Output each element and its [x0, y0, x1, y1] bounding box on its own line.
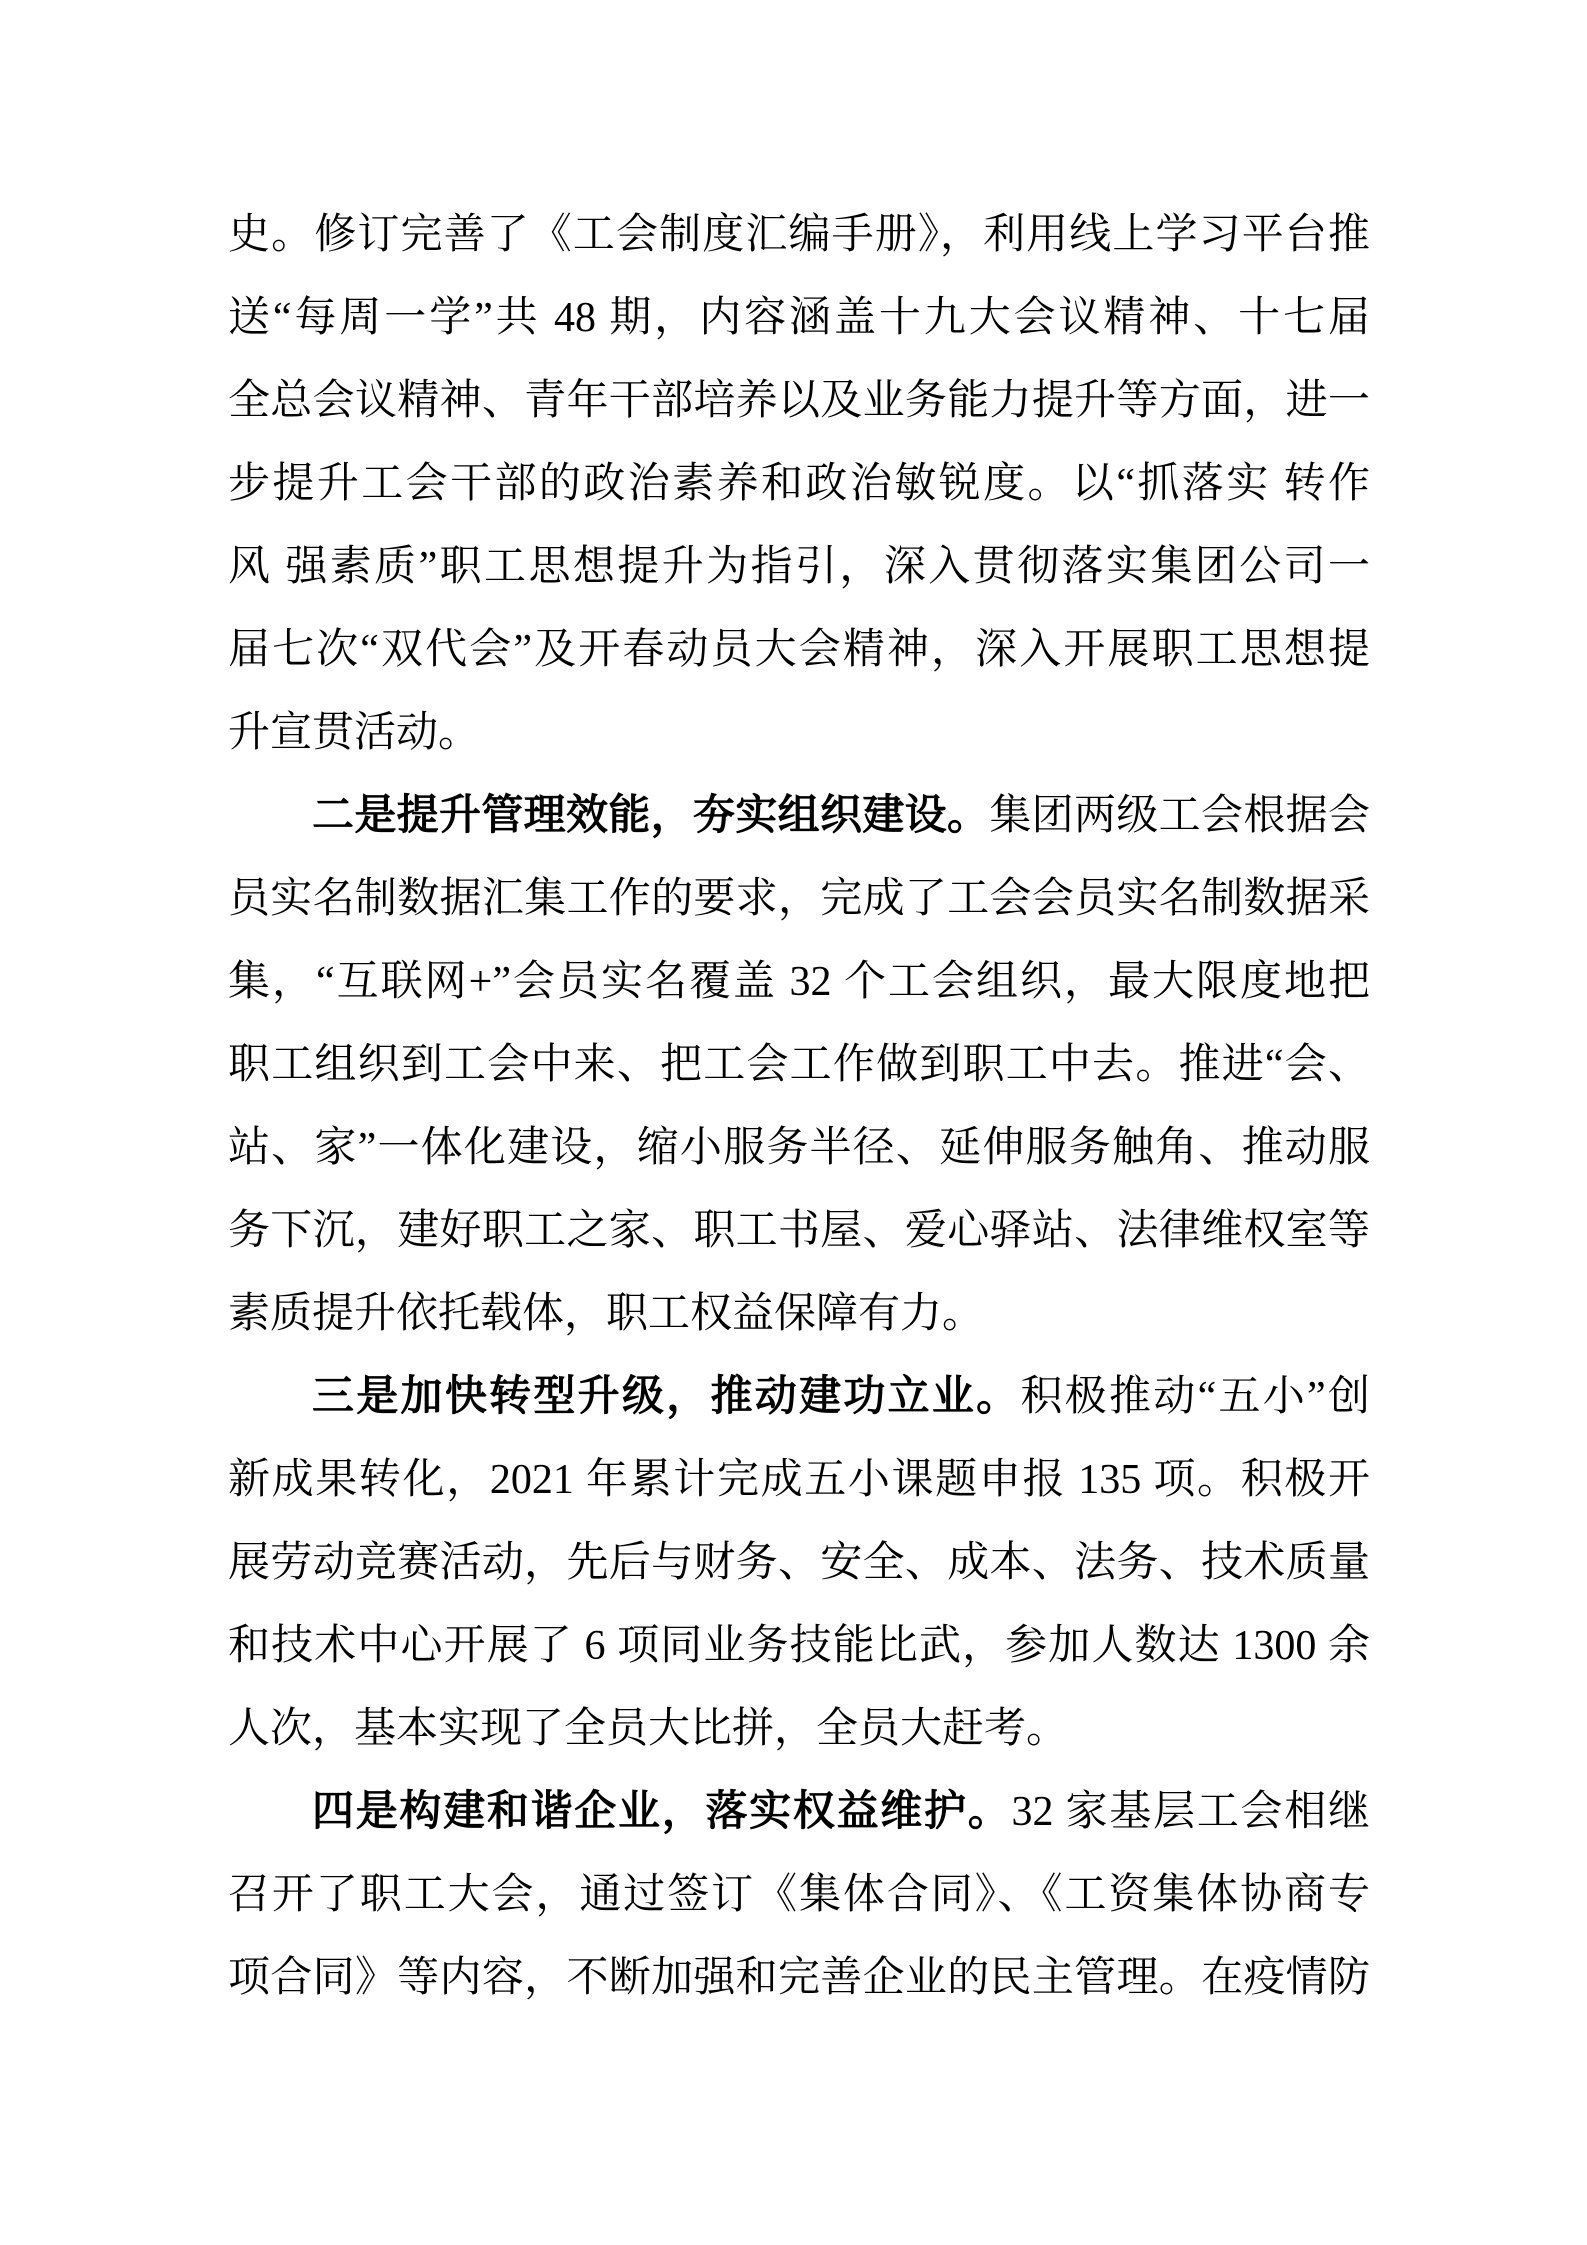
text-run: 人次，基本实现了全员大比拼，全员大赶考。 [228, 1706, 1069, 1752]
text-line [228, 443, 1370, 526]
text-line [228, 1439, 1370, 1522]
paragraph-lead-line [228, 1771, 1370, 1854]
text-run: 务下沉，建好职工之家、职工书屋、爱心驿站、法律维权室等 [228, 1208, 1370, 1254]
text-run: 步提升工会干部的政治素养和政治敏锐度。以“抓落实 转作 [228, 461, 1370, 507]
text-run: 项合同》等内容，不断加强和完善企业的民主管理。在疫情防 [228, 1955, 1370, 2001]
text-run: 展劳动竞赛活动，先后与财务、安全、成本、法务、技术质量 [228, 1540, 1370, 1586]
bold-run: 三是加快转型升级，推动建功立业。 [312, 1374, 1021, 1420]
text-run: 站、家”一体化建设，缩小服务半径、延伸服务触角、推动服 [228, 1125, 1370, 1171]
text-line [228, 941, 1370, 1024]
text-line [228, 194, 1370, 277]
text-line [228, 526, 1370, 609]
text-line [228, 1024, 1370, 1107]
paragraph-lead-line [228, 1356, 1370, 1439]
text-run: 32 家基层工会相继 [1011, 1789, 1370, 1835]
text-run: 集团两级工会根据会 [989, 793, 1370, 839]
text-run: 和技术中心开展了 6 项同业务技能比武，参加人数达 1300 余 [228, 1623, 1370, 1669]
text-run: 员实名制数据汇集工作的要求，完成了工会会员实名制数据采 [228, 876, 1370, 922]
text-run: 升宣贯活动。 [228, 710, 481, 756]
text-line [228, 1190, 1370, 1273]
text-line [228, 1688, 1370, 1771]
text-run: 集，“互联网+”会员实名覆盖 32 个工会组织，最大限度地把 [228, 959, 1370, 1005]
text-run: 风 强素质”职工思想提升为指引，深入贯彻落实集团公司一 [228, 544, 1370, 590]
text-line [228, 1273, 1370, 1356]
text-run: 素质提升依托载体，职工权益保障有力。 [228, 1291, 985, 1337]
text-run: 全总会议精神、青年干部培养以及业务能力提升等方面，进一 [228, 378, 1370, 424]
paragraph-lead-line [228, 775, 1370, 858]
text-line [228, 692, 1370, 775]
text-line [228, 277, 1370, 360]
text-run: 新成果转化，2021 年累计完成五小课题申报 135 项。积极开 [228, 1457, 1370, 1503]
text-line [228, 1107, 1370, 1190]
text-run: 史。修订完善了《工会制度汇编手册》，利用线上学习平台推 [228, 212, 1370, 258]
bold-run: 四是构建和谐企业，落实权益维护。 [312, 1789, 1012, 1835]
text-line [228, 609, 1370, 692]
text-line [228, 858, 1370, 941]
text-line [228, 1522, 1370, 1605]
document-body-text [228, 194, 1370, 2020]
text-run: 职工组织到工会中来、把工会工作做到职工中去。推进“会、 [228, 1042, 1370, 1088]
bold-run: 二是提升管理效能，夯实组织建设。 [312, 793, 990, 839]
text-run: 召开了职工大会，通过签订《集体合同》、《工资集体协商专 [228, 1872, 1370, 1918]
text-line [228, 360, 1370, 443]
text-line [228, 1854, 1370, 1937]
text-line [228, 1605, 1370, 1688]
text-run: 送“每周一学”共 48 期，内容涵盖十九大会议精神、十七届 [228, 295, 1370, 341]
text-line [228, 1937, 1370, 2020]
text-run: 届七次“双代会”及开春动员大会精神，深入开展职工思想提 [228, 627, 1370, 673]
text-run: 积极推动“五小”创 [1020, 1374, 1370, 1420]
